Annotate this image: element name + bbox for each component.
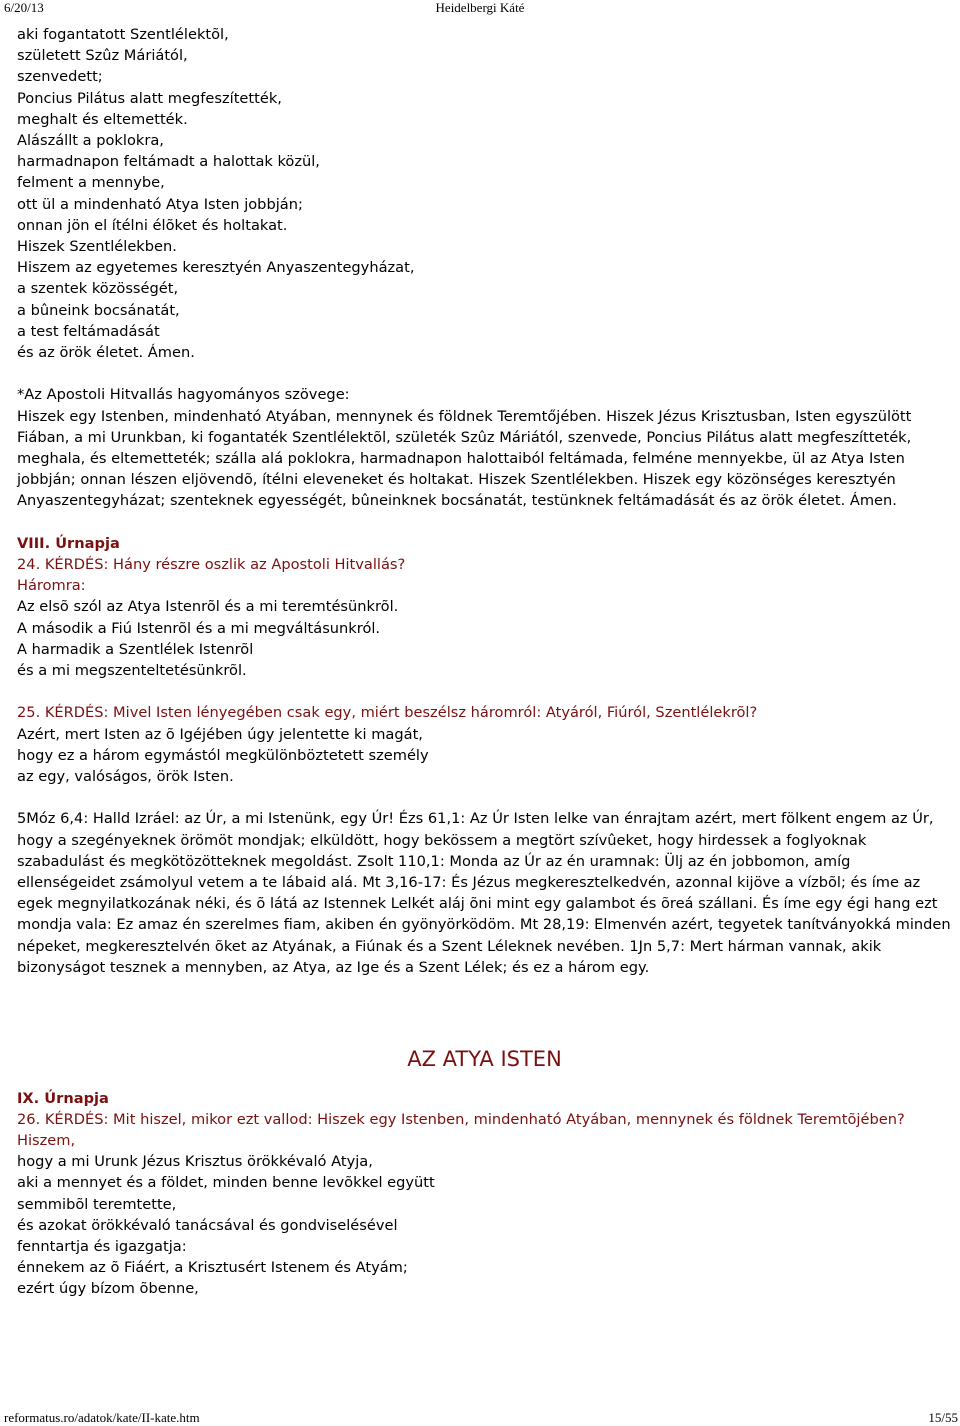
creed-line: Poncius Pilátus alatt megfeszítették, (17, 89, 282, 107)
answer-line: és azokat örökkévaló tanácsával és gondviselésével (17, 1216, 398, 1234)
document-title: Heidelbergi Káté (435, 0, 525, 15)
sunday-title: IX. Úrnapja (17, 1089, 109, 1107)
sunday-title: VIII. Úrnapja (17, 534, 120, 552)
page-header (0, 0, 960, 16)
answer-line: énnekem az õ Fiáért, a Krisztusért Istenem és Atyám; (17, 1259, 408, 1277)
creed-line: a test feltámadását (17, 322, 160, 340)
creed-line: Hiszem az egyetemes keresztyén Anyaszentegyházat, (17, 259, 415, 277)
creed-line: a szentek közösségét, (17, 280, 179, 298)
traditional-text: Hiszek egy Istenben, mindenható Atyában, mennynek és földnek Teremtőjében. Hiszek Jézus Krisztusban, Isten egyszülött Fiában, a mi Urunkban, ki fogantaték Szentlélektõl, születék Szûz Máriától, szenvede, Poncius Pilátus alatt megfeszítteték, meghala, és eltemetteték; szálla alá poklokra, harmadnapon halottaiból feltámada, felméne mennyekbe, ül az Atya Isten jobbján; onnan lészen eljövendõ, ítélni eleveneket és holtakat. Hiszek Szentlélekben. Hiszek egy közönséges keresztyén Anyaszentegyházat; szenteknek egyességét, bûneinknek bocsánatát, testünknek feltámadását és az örök életet. Ámen. (17, 407, 912, 510)
page-footer (0, 1410, 960, 1426)
source-url: reformatus.ro/adatok/kate/II-kate.htm (4, 1410, 200, 1425)
page-content (17, 24, 952, 1300)
answer-line: hogy a mi Urunk Jézus Krisztus örökkévaló Atyja, (17, 1153, 373, 1171)
answer-24-intro: Háromra: (17, 577, 86, 595)
creed-line: a bûneink bocsánatát, (17, 301, 180, 319)
sunday-8-section (17, 533, 952, 978)
answer-line: Azért, mert Isten az õ Igéjében úgy jelentette ki magát, (17, 725, 423, 743)
traditional-heading: *Az Apostoli Hitvallás hagyományos szövege: (17, 386, 350, 404)
creed-line: aki fogantatott Szentlélektõl, (17, 26, 229, 43)
scripture-references: 5Móz 6,4: Halld Izráel: az Úr, a mi Istenünk, egy Úr! Ézs 61,1: Az Úr Isten lelke van énrajtam azért, mert fölkent engem az Úr, hogy a szegényeknek örömöt mondjak; elküldött, hogy bekössem a megtört szívûeket, hogy hirdessek a foglyoknak szabadulást és megkötözötteknek megoldást. Zsolt 110,1: Monda az Úr az én uramnak: Ülj az én jobbomon, amíg ellenségeidet zsámolyul vetem a te lábaid alá. Mt 3,16-17: És Jézus megkeresztelkedvén, azonnal kijöve a vízbõl; és íme az egek megnyilatkozának néki, és õ látá az Istennek Lelkét aláj õni mint egy galambot és õreá szállani. És íme egy égi hang ezt mondja vala: Ez amaz én szerelmes fiam, akiben én gyönyörködöm. Mt 28,19: Elmenvén azért, tegyetek tanítványokká minden népeket, megkeresztelvén õket az Atyának, a Fiúnak és a Szent Léleknek nevében. 1Jn 5,7: Mert hárman vannak, akik bizonyságot tesznek a mennyben, az Atya, az Ige és a Szent Lélek; és ez a három egy. (17, 810, 951, 976)
answer-line: A második a Fiú Istenrõl és a mi megváltásunkról. (17, 619, 381, 637)
question-24: 24. KÉRDÉS: Hány részre oszlik az Apostoli Hitvallás? (17, 556, 406, 574)
question-25: 25. KÉRDÉS: Mivel Isten lényegében csak egy, miért beszélsz háromról: Atyáról, Fiúról, Szentlélekrõl? (17, 704, 758, 722)
creed-line: onnan jön el ítélni élõket és holtakat. (17, 216, 288, 234)
creed-line: ott ül a mindenható Atya Isten jobbján; (17, 195, 303, 213)
creed-line: Hiszek Szentlélekben. (17, 238, 177, 256)
answer-line: fenntartja és igazgatja: (17, 1238, 187, 1256)
answer-line: aki a mennyet és a földet, minden benne levõkkel együtt (17, 1174, 435, 1192)
creed-line: és az örök életet. Ámen. (17, 344, 195, 362)
answer-line: A harmadik a Szentlélek Istenrõl (17, 640, 254, 658)
answer-line: Hiszem, (17, 1132, 76, 1150)
print-date: 6/20/13 (4, 0, 44, 15)
question-26: 26. KÉRDÉS: Mit hiszel, mikor ezt vallod: Hiszek egy Istenben, mindenható Atyában, mennynek és földnek Teremtõjében? (17, 1110, 905, 1128)
answer-line: és a mi megszenteltetésünkrõl. (17, 662, 247, 680)
answer-line: hogy ez a három egymástól megkülönböztetett személy (17, 746, 429, 764)
creed-line: felment a mennybe, (17, 174, 165, 192)
answer-line: semmibõl teremtette, (17, 1195, 177, 1213)
sunday-9-section (17, 1088, 952, 1300)
creed-block (17, 24, 952, 363)
creed-line: harmadnapon feltámadt a halottak közül, (17, 153, 320, 171)
creed-line: szenvedett; (17, 68, 103, 86)
section-title: AZ ATYA ISTEN (407, 1046, 562, 1071)
answer-line: az egy, valóságos, örök Isten. (17, 768, 234, 786)
answer-line: Az elsõ szól az Atya Istenrõl és a mi teremtésünkrõl. (17, 598, 399, 616)
answer-line: ezért úgy bízom õbenne, (17, 1280, 199, 1298)
page-number: 15/55 (928, 1410, 958, 1425)
creed-line: Alászállt a poklokra, (17, 132, 164, 150)
creed-line: született Szûz Máriától, (17, 47, 188, 65)
traditional-creed (17, 384, 952, 511)
creed-line: meghalt és eltemették. (17, 110, 188, 128)
